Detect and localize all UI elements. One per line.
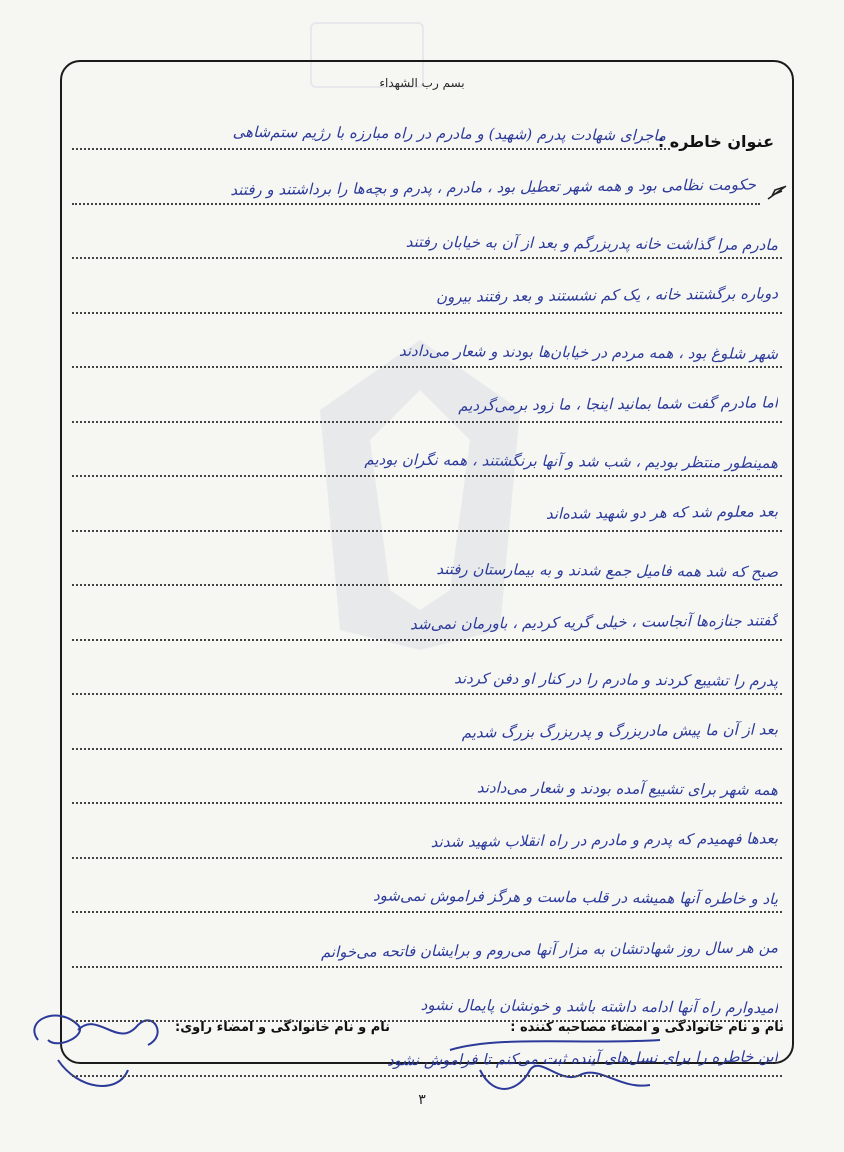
ruled-line	[72, 748, 782, 750]
handwritten-line: ماجرای شهادت پدرم (شهید) و مادرم در راه مبارزه با رژیم ستم‌شاهی	[232, 122, 667, 145]
memoir-title-label: عنوان خاطره :	[657, 132, 774, 151]
ruled-line	[72, 148, 670, 150]
handwritten-line: یاد و خاطره آنها همیشه در قلب ماست و هرگز فراموش نمی‌شود	[372, 886, 779, 909]
ruled-line	[72, 366, 782, 368]
ruled-line	[72, 257, 782, 259]
handwritten-line: اما مادرم گفت شما بمانید اینجا ، ما زود برمی‌گردیم	[458, 393, 779, 415]
handwritten-line: همه شهر برای تشییع آمده بودند و شعار می‌دادند	[476, 778, 779, 800]
handwritten-line: بعدها فهمیدم که پدرم و مادرم در راه انقلاب شهید شدند	[430, 829, 779, 851]
ruled-line	[72, 203, 760, 205]
handwritten-line: دوباره برگشتند خانه ، یک کم نشستند و بعد رفتند بیرون	[435, 284, 779, 306]
ruled-line	[72, 312, 782, 314]
ruled-line	[72, 802, 782, 804]
handwritten-line: امیدوارم راه آنها ادامه داشته باشد و خونشان پایمال نشود	[420, 995, 779, 1018]
handwritten-line: صبح که شد همه فامیل جمع شدند و به بیمارستان رفتند	[436, 560, 779, 582]
ruled-line	[72, 911, 782, 913]
handwritten-line: بعد معلوم شد که هر دو شهید شده‌اند	[545, 502, 779, 523]
interviewer-signature-label: نام و نام خانوادگی و امضاء مصاحبه کننده :	[510, 1020, 784, 1035]
handwritten-line: این خاطره را برای نسل‌های آینده ثبت می‌کنم تا فراموش نشود	[386, 1047, 779, 1070]
ruled-line	[72, 1075, 782, 1077]
handwritten-line: همینطور منتظر بودیم ، شب شد و آنها برنگشتند ، همه نگران بودیم	[364, 450, 779, 473]
ruled-line	[72, 1020, 782, 1022]
handwritten-line: من هر سال روز شهادتشان به مزار آنها می‌روم و برایشان فاتحه می‌خوانم	[320, 938, 779, 962]
handwritten-line: بعد از آن ما پیش مادربزرگ و پدربزرگ بزرگ شدیم	[461, 720, 779, 742]
ruled-line	[72, 421, 782, 423]
handwritten-line: شهر شلوغ بود ، همه مردم در خیابان‌ها بودند و شعار می‌دادند	[398, 341, 779, 364]
ruled-line	[72, 966, 782, 968]
page-header-basmala: بسم رب الشهداء	[379, 76, 465, 90]
handwritten-line: مادرم مرا گذاشت خانه پدربزرگم و بعد از آن به خیابان رفتند	[405, 232, 779, 255]
ruled-line	[72, 693, 782, 695]
handwritten-line: پدرم را تشییع کردند و مادرم را در کنار او دفن کردند	[454, 669, 779, 691]
ruled-line	[72, 639, 782, 641]
handwritten-line: گفتند جنازه‌ها آنجاست ، خیلی گریه کردیم ، باورمان نمی‌شد	[410, 611, 779, 634]
ruled-line	[72, 584, 782, 586]
ruled-line	[72, 475, 782, 477]
narrator-signature	[18, 1000, 178, 1100]
narrator-signature-label: نام و نام خانوادگی و امضاء راوی:	[175, 1020, 390, 1035]
ruled-line	[72, 530, 782, 532]
ruled-line	[72, 857, 782, 859]
page-number: ۳	[418, 1092, 426, 1108]
feather-pen-icon	[766, 183, 790, 201]
handwritten-line: حکومت نظامی بود و همه شهر تعطیل بود ، مادرم ، پدرم و بچه‌ها را برداشتند و رفتند	[230, 175, 757, 199]
